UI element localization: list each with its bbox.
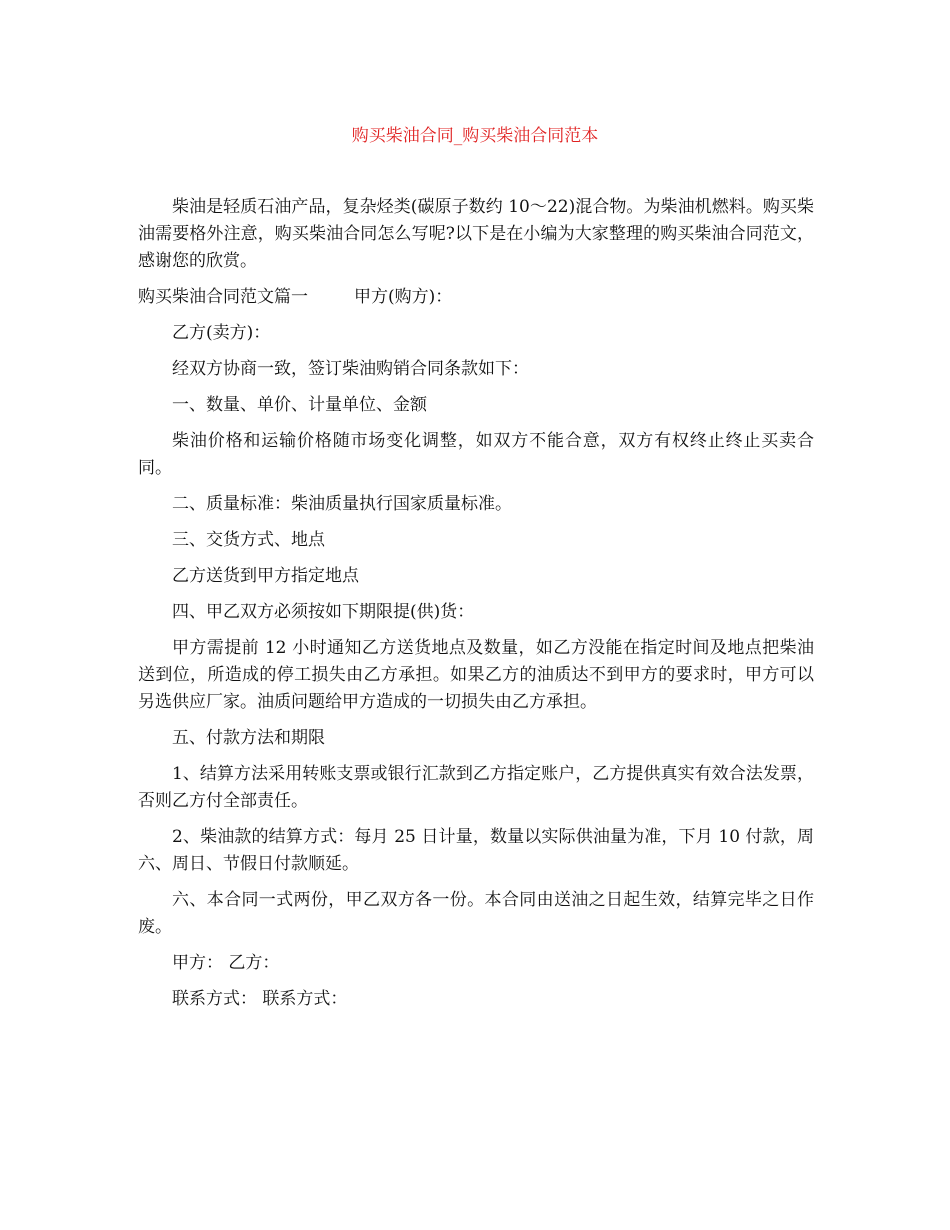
paragraph-price: 柴油价格和运输价格随市场变化调整，如双方不能合意，双方有权终止终止买卖合同。 xyxy=(138,431,814,478)
paragraph-signatures: 甲方： 乙方： xyxy=(172,953,280,973)
paragraph-clause-2: 二、质量标准：柴油质量执行国家质量标准。 xyxy=(172,494,512,514)
paragraph-notice: 甲方需提前 12 小时通知乙方送货地点及数量，如乙方没能在指定时间及地点把柴油送到位，所造成的停工损失由乙方承担。如果乙方的油质达不到甲方的要求时，甲方可以另选供应厂家。油质问题给甲方造成的一切损失由乙方承担。 xyxy=(138,638,814,712)
party-a-buyer: 甲方(购方)： xyxy=(354,287,453,307)
paragraph-delivery: 乙方送货到甲方指定地点 xyxy=(172,566,359,586)
document-body xyxy=(138,194,814,1022)
paragraph-section-heading xyxy=(138,284,814,311)
paragraph-clause-5: 五、付款方法和期限 xyxy=(172,728,325,748)
paragraph-agreement: 经双方协商一致，签订柴油购销合同条款如下： xyxy=(172,359,529,379)
paragraph-clause-6: 六、本合同一式两份，甲乙双方各一份。本合同由送油之日起生效，结算完毕之日作废。 xyxy=(138,890,814,937)
paragraph-clause-4: 四、甲乙双方必须按如下期限提(供)货： xyxy=(172,602,475,622)
paragraph-clause-3: 三、交货方式、地点 xyxy=(172,530,325,550)
paragraph-clause-1: 一、数量、单价、计量单位、金额 xyxy=(172,395,427,415)
paragraph-party-b: 乙方(卖方)： xyxy=(172,323,271,343)
section-heading: 购买柴油合同范文篇一 xyxy=(138,287,308,307)
paragraph-payment-1: 1、结算方法采用转账支票或银行汇款到乙方指定账户，乙方提供真实有效合法发票，否则乙方付全部责任。 xyxy=(138,764,814,811)
paragraph-payment-2: 2、柴油款的结算方式：每月 25 日计量，数量以实际供油量为准，下月 10 付款，周六、周日、节假日付款顺延。 xyxy=(138,827,814,874)
paragraph-contacts: 联系方式： 联系方式： xyxy=(172,989,348,1009)
paragraph-intro: 柴油是轻质石油产品，复杂烃类(碳原子数约 10～22)混合物。为柴油机燃料。购买柴油需要格外注意，购买柴油合同怎么写呢?以下是在小编为大家整理的购买柴油合同范文，感谢您的欣赏。 xyxy=(138,197,814,271)
document-title: 购买柴油合同_购买柴油合同范本 xyxy=(351,126,599,146)
